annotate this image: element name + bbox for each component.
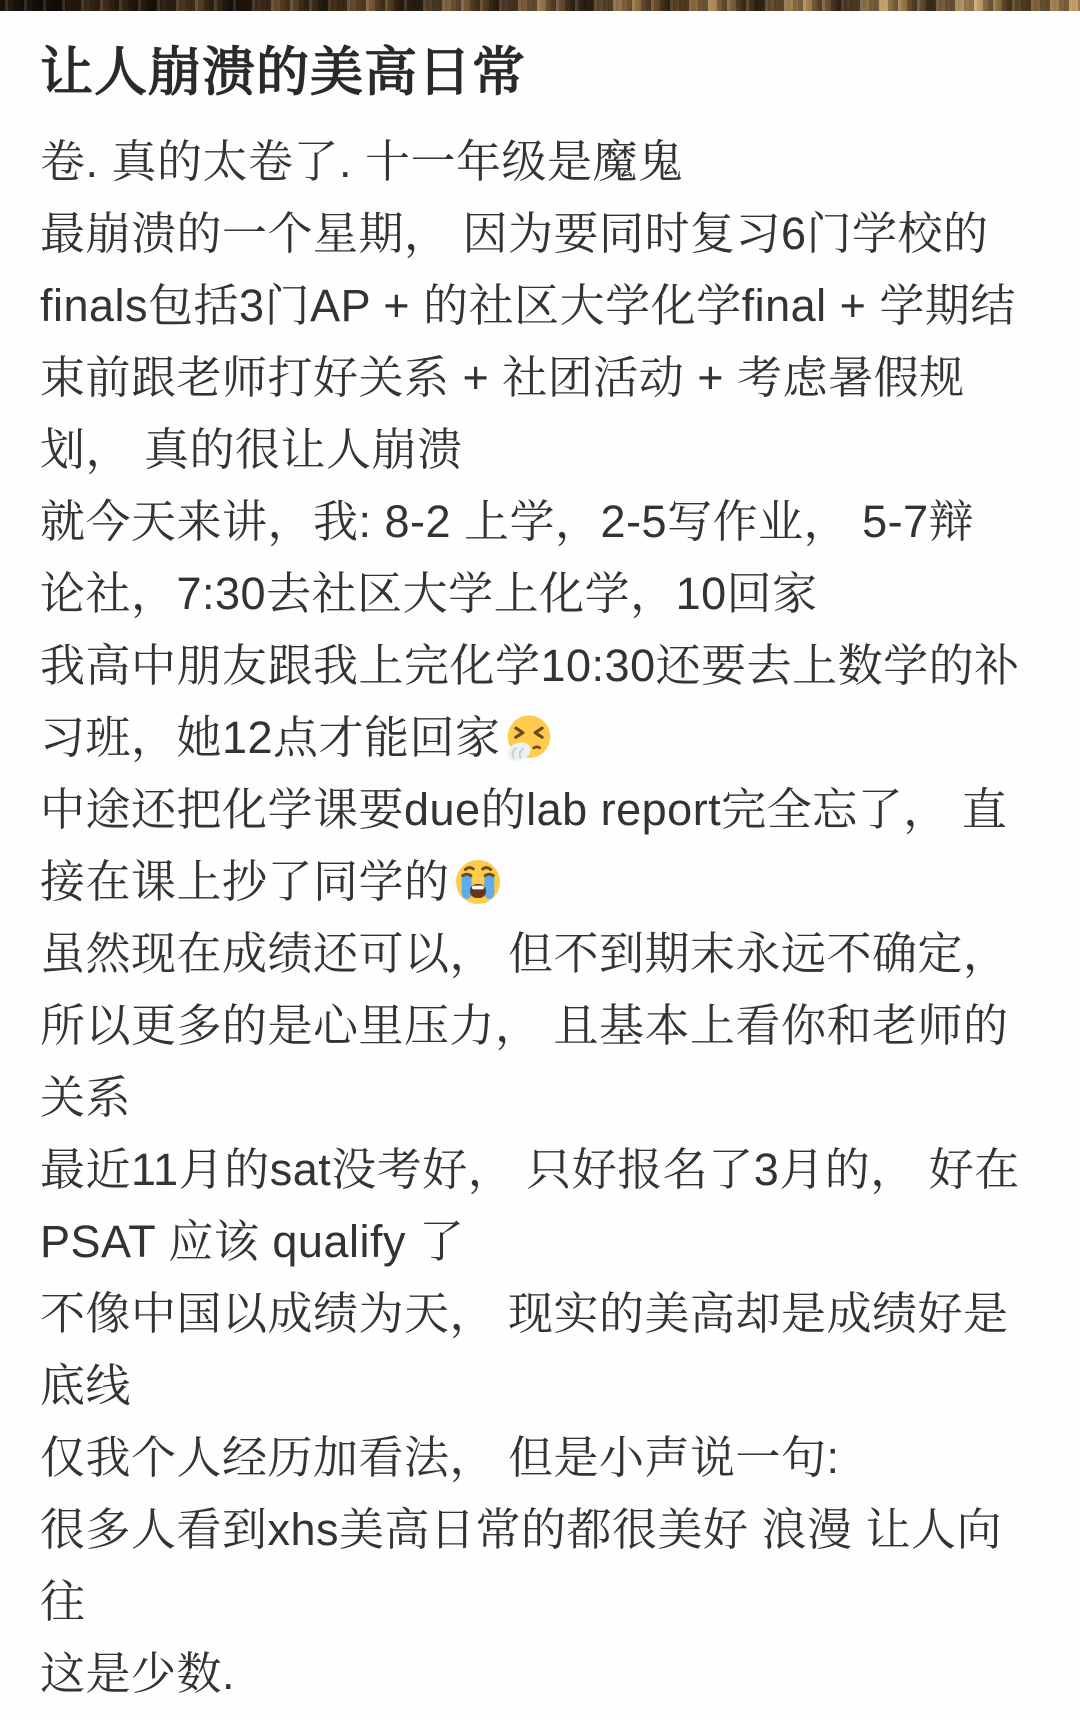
text-line <box>40 1638 1036 1710</box>
text-line-content: 划， 真的很让人崩溃 <box>40 424 463 475</box>
text-line <box>40 1494 1036 1566</box>
text-line <box>40 1206 1036 1278</box>
text-line <box>40 414 1036 486</box>
text-line-content: 论社，7:30去社区大学上化学，10回家 <box>40 568 818 619</box>
text-line-content: 底线 <box>40 1360 132 1411</box>
text-line <box>40 558 1036 630</box>
text-line <box>40 1350 1036 1422</box>
loudly-crying-face-emoji-icon <box>454 858 502 906</box>
text-line <box>40 486 1036 558</box>
post-photo-strip-image[interactable] <box>0 0 1080 11</box>
sneezing-face-emoji-icon <box>505 714 553 762</box>
text-line <box>40 918 1036 990</box>
text-line-content: finals包括3门AP + 的社区大学化学final + 学期结 <box>40 280 1016 331</box>
text-line-content: 中途还把化学课要due的lab report完全忘了， 直 <box>40 784 1008 835</box>
post-title: 让人崩溃的美高日常 <box>40 43 526 102</box>
text-line <box>40 1422 1036 1494</box>
text-line-content: 虽然现在成绩还可以， 但不到期末永远不确定， <box>40 928 1009 979</box>
post-text-content <box>0 41 1080 1710</box>
text-line <box>40 126 1036 198</box>
text-line <box>40 702 1036 774</box>
text-line-content: PSAT 应该 qualify 了 <box>40 1216 465 1267</box>
text-line-content: 很多人看到xhs美高日常的都很美好 浪漫 让人向 <box>40 1504 1003 1555</box>
text-line <box>40 342 1036 414</box>
text-line-content: 接在课上抄了同学的 <box>40 856 450 907</box>
text-line-content: 往 <box>40 1576 86 1627</box>
text-line-content: 卷. 真的太卷了. 十一年级是魔鬼 <box>40 136 684 187</box>
text-line-content: 这是少数. <box>40 1648 236 1699</box>
text-line <box>40 1566 1036 1638</box>
text-line <box>40 846 1036 918</box>
text-line <box>40 198 1036 270</box>
text-line <box>40 774 1036 846</box>
text-line-content: 我高中朋友跟我上完化学10:30还要去上数学的补 <box>40 640 1020 691</box>
text-line-content: 关系 <box>40 1072 132 1123</box>
text-line-content: 不像中国以成绩为天， 现实的美高却是成绩好是 <box>40 1288 1009 1339</box>
post-body <box>40 126 1036 1710</box>
text-line <box>40 1062 1036 1134</box>
text-line <box>40 270 1036 342</box>
text-line-content: 最近11月的sat没考好， 只好报名了3月的， 好在 <box>40 1144 1020 1195</box>
text-line <box>40 1134 1036 1206</box>
text-line <box>40 990 1036 1062</box>
text-line <box>40 630 1036 702</box>
text-line-content: 所以更多的是心里压力， 且基本上看你和老师的 <box>40 1000 1009 1051</box>
text-line-content: 仅我个人经历加看法， 但是小声说一句: <box>40 1432 840 1483</box>
text-line <box>40 1278 1036 1350</box>
text-line-content: 束前跟老师打好关系 + 社团活动 + 考虑暑假规 <box>40 352 965 403</box>
text-line-content: 最崩溃的一个星期， 因为要同时复习6门学校的 <box>40 208 989 259</box>
text-line-content: 就今天来讲，我: 8-2 上学，2-5写作业， 5-7辩 <box>40 496 975 547</box>
text-line-content: 习班，她12点才能回家 <box>40 712 501 763</box>
